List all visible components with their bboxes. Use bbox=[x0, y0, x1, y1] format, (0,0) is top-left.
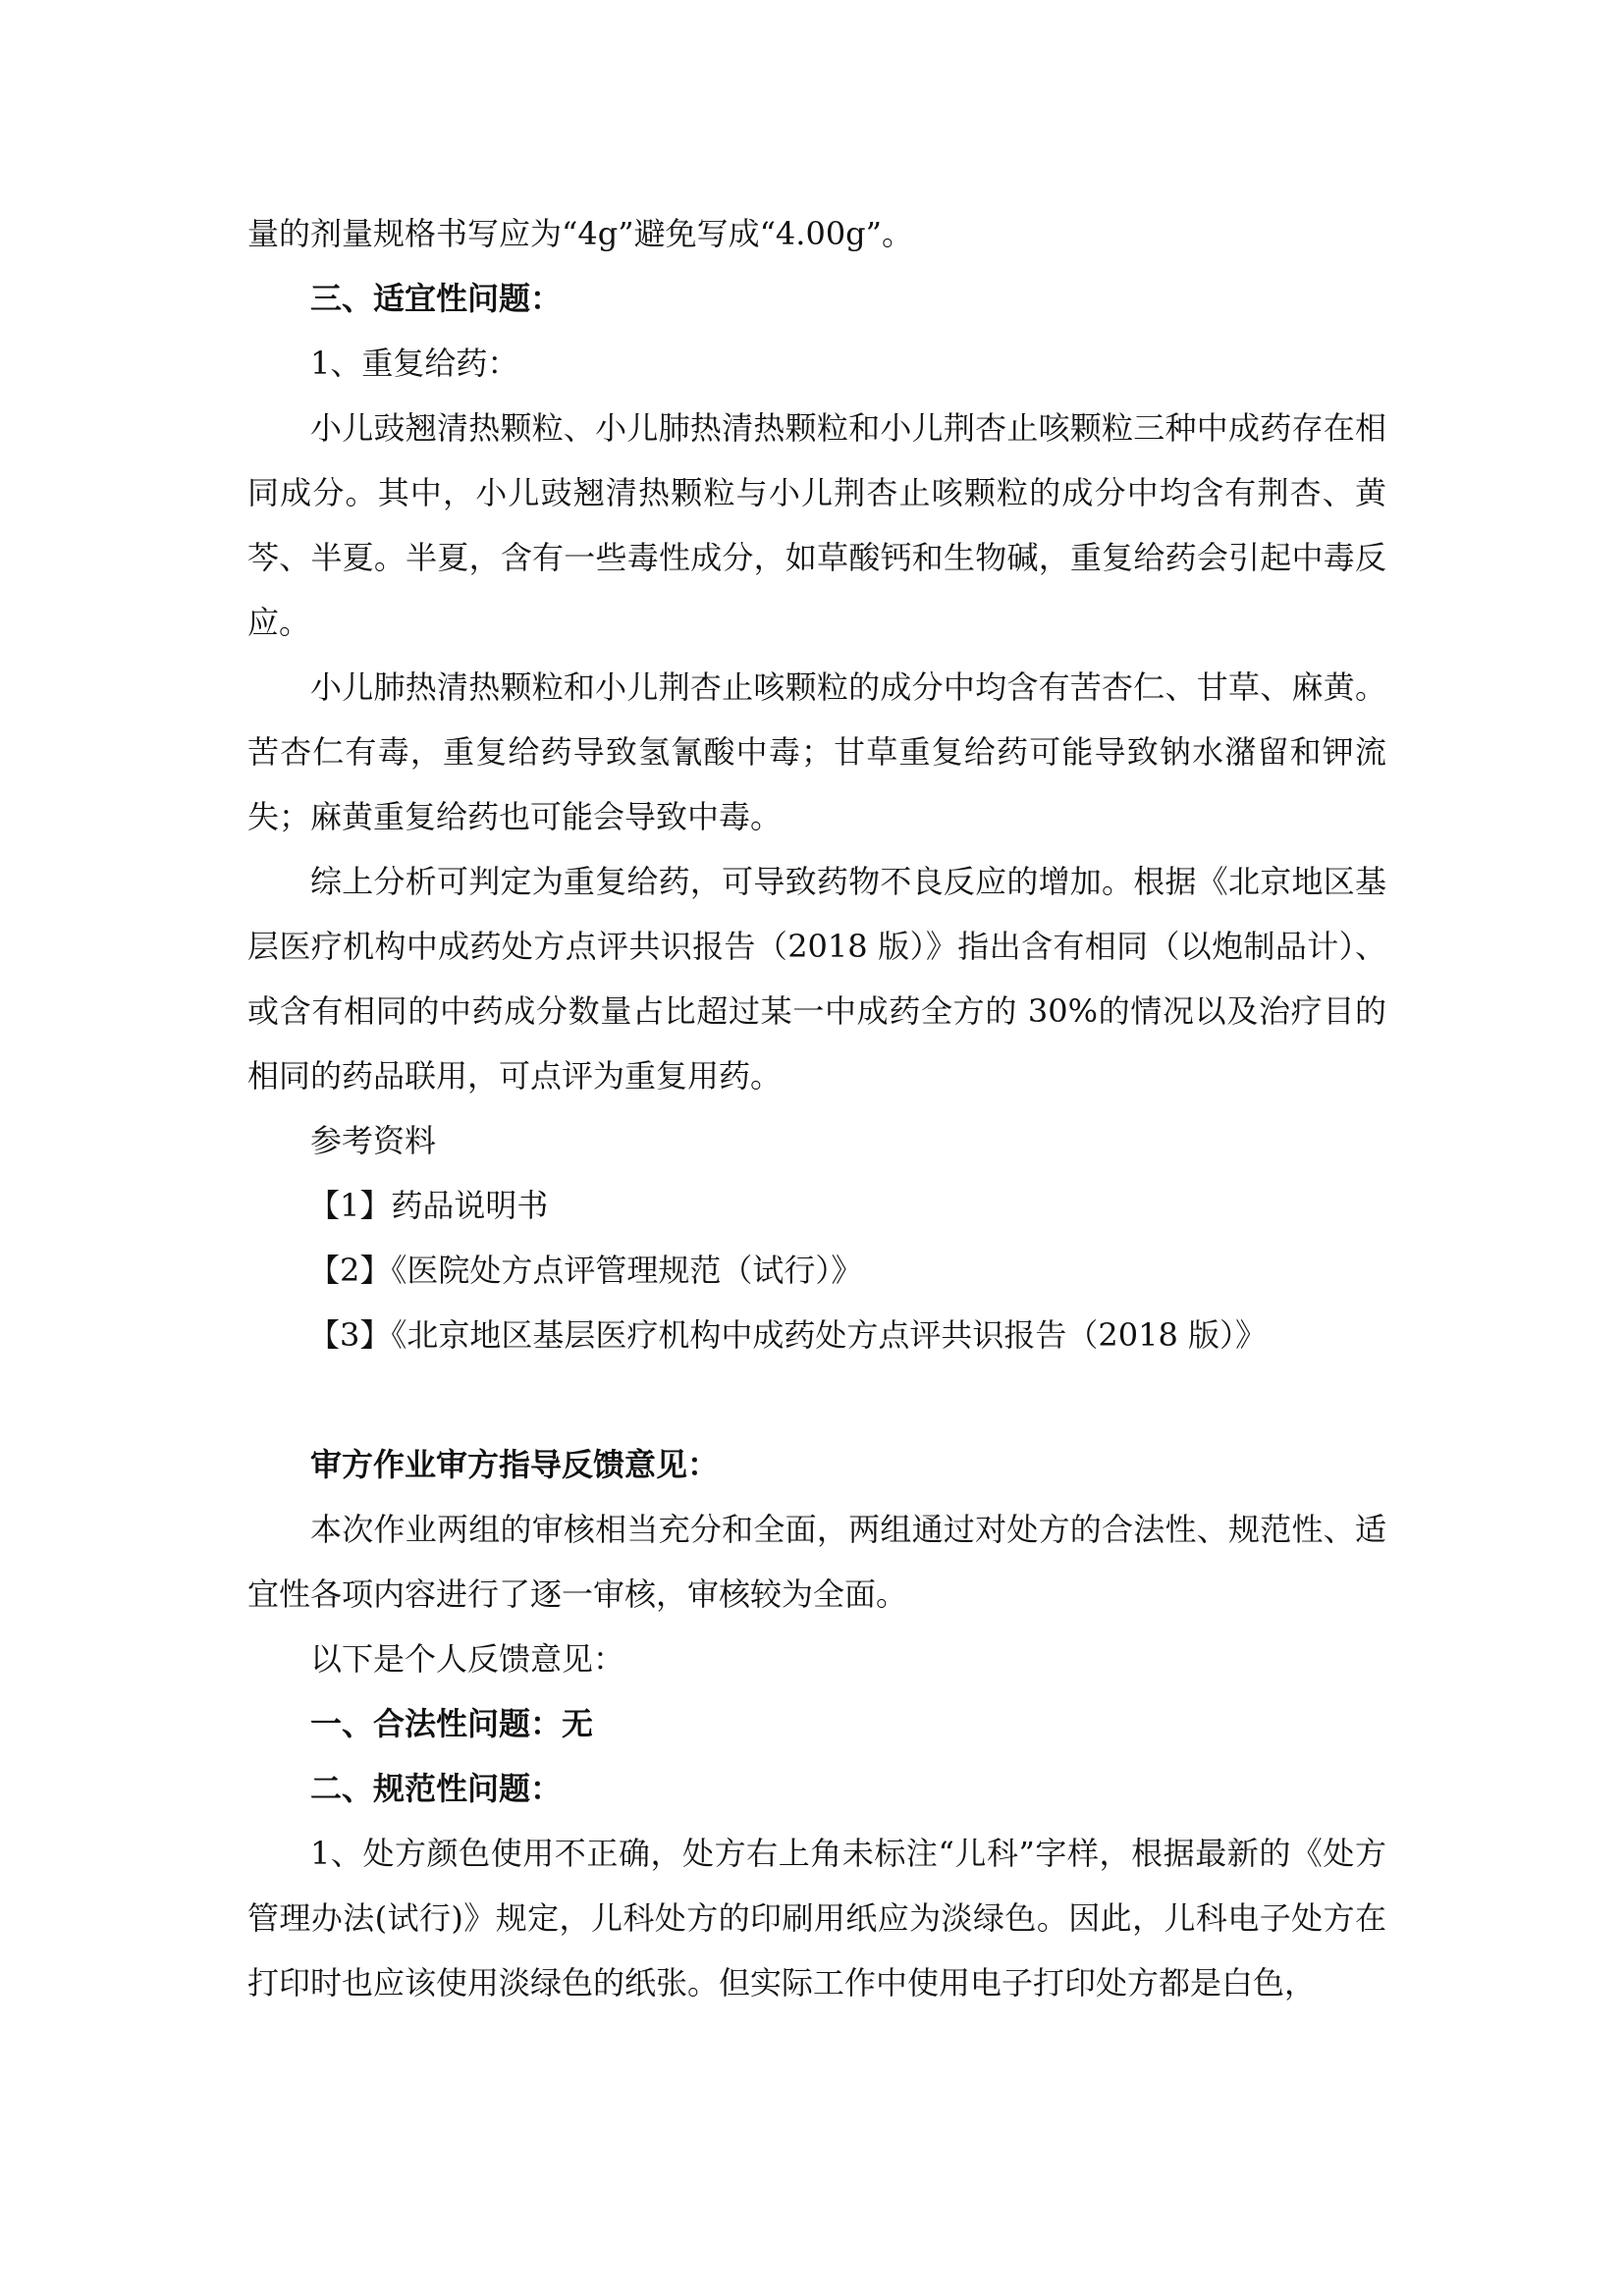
document-body bbox=[247, 201, 1386, 2015]
subheading-duplicate-medication: 1、重复给药： bbox=[310, 345, 519, 382]
paragraph-toxic-ingredients: 小儿肺热清热颗粒和小儿荆杏止咳颗粒的成分中均含有苦杏仁、甘草、麻黄。苦杏仁有毒，重复给药导致氢氰酸中毒；甘草重复给药可能导致钠水潴留和钾流失；麻黄重复给药也可能会导致中毒。 bbox=[247, 668, 1386, 835]
references-title: 参考资料 bbox=[310, 1122, 437, 1159]
paragraph-shared-ingredients: 小儿豉翘清热颗粒、小儿肺热清热颗粒和小儿荆杏止咳颗粒三种中成药存在相同成分。其中，小儿豉翘清热颗粒与小儿荆杏止咳颗粒的成分中均含有荆杏、黄芩、半夏。半夏，含有一些毒性成分，如草酸钙和生物碱，重复给药会引起中毒反应。 bbox=[247, 409, 1386, 641]
heading-suitability-issues: 三、适宜性问题： bbox=[310, 280, 563, 317]
reference-item-1: 【1】药品说明书 bbox=[308, 1187, 549, 1224]
paragraph-prescription-color: 1、处方颜色使用不正确，处方右上角未标注“儿科”字样，根据最新的《处方管理办法(试行)》规定，儿科处方的印刷用纸应为淡绿色。因此，儿科电子处方在打印时也应该使用淡绿色的纸张。但实际工作中使用电子打印处方都是白色， bbox=[247, 1835, 1386, 2002]
paragraph-conclusion: 综上分析可判定为重复给药，可导致药物不良反应的增加。根据《北京地区基层医疗机构中成药处方点评共识报告（2018 版）》指出含有相同（以炮制品计）、或含有相同的中药成分数量占比超过某一中成药全方的 30%的情况以及治疗目的相同的药品联用，可点评为重复用药。 bbox=[247, 863, 1386, 1095]
heading-legality-issues: 一、合法性问题：无 bbox=[310, 1705, 594, 1742]
section-spacer bbox=[247, 1367, 1386, 1432]
feedback-summary: 本次作业两组的审核相当充分和全面，两组通过对处方的合法性、规范性、适宜性各项内容进行了逐一审核，审核较为全面。 bbox=[247, 1511, 1386, 1613]
heading-standardization-issues: 二、规范性问题： bbox=[310, 1770, 563, 1807]
feedback-personal-intro: 以下是个人反馈意见： bbox=[310, 1640, 625, 1678]
reference-item-2: 【2】《医院处方点评管理规范（试行）》 bbox=[308, 1252, 863, 1289]
reference-item-3: 【3】《北京地区基层医疗机构中成药处方点评共识报告（2018 版）》 bbox=[308, 1316, 1267, 1354]
paragraph-continuation: 量的剂量规格书写应为“4g”避免写成“4.00g”。 bbox=[247, 215, 914, 252]
feedback-title: 审方作业审方指导反馈意见： bbox=[310, 1446, 720, 1483]
